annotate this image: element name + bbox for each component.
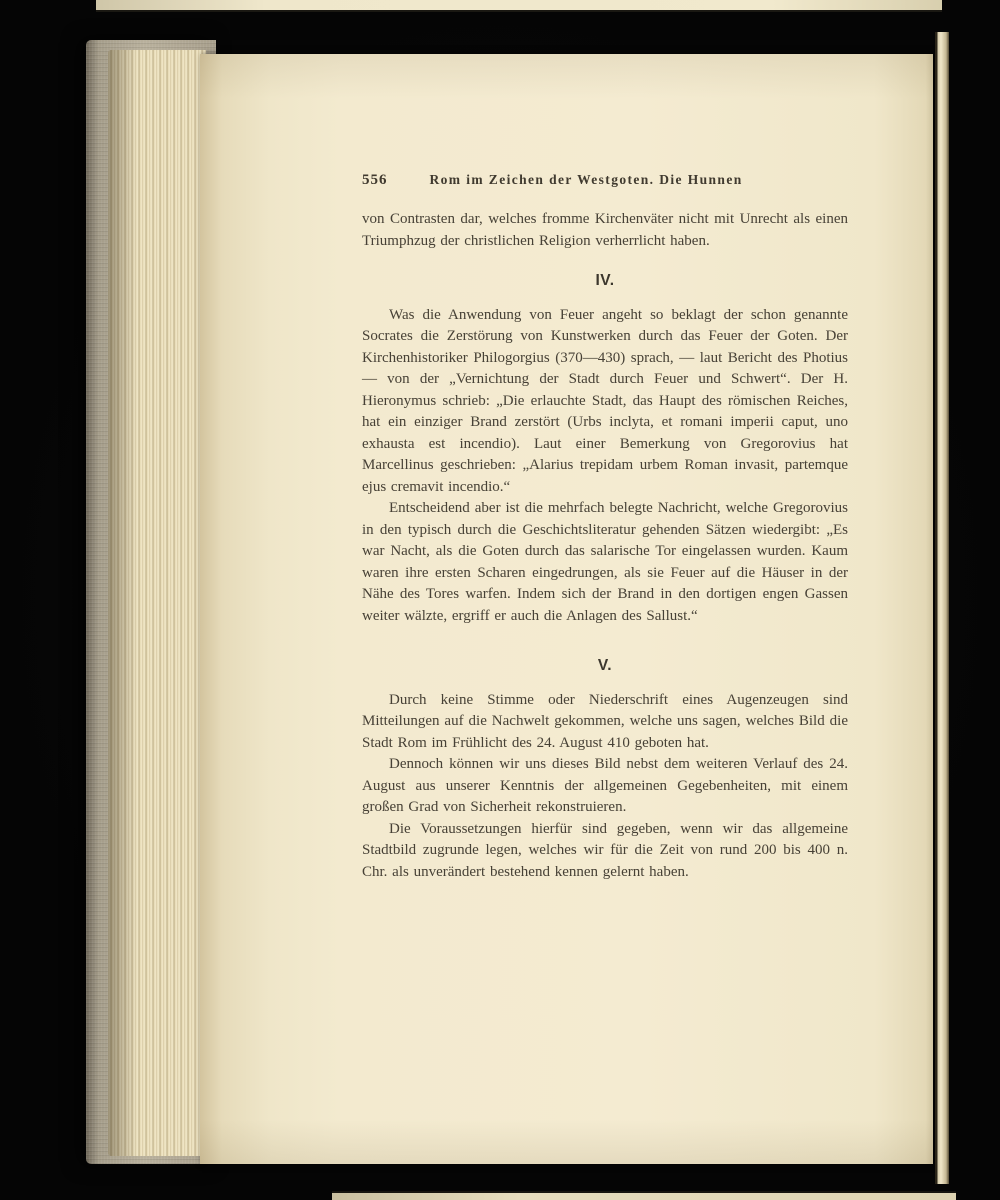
book-page (200, 54, 933, 1164)
page-number: 556 (362, 172, 388, 188)
adjacent-page-edge-bottom (332, 1191, 956, 1200)
stacked-page-edges (108, 50, 206, 1156)
page-header (362, 172, 848, 189)
paragraph-continuation: von Contrasten dar, welches fromme Kirchenväter nicht mit Unrecht als einen Triumphzug der christlichen Religion verherrlicht haben. (362, 211, 848, 249)
adjacent-page-edge-top (96, 0, 942, 12)
right-page-fore-edge (935, 32, 949, 1184)
paragraph: Entscheidend aber ist die mehrfach belegte Nachricht, welche Gregorovius in den typisch durch die Geschichtsliteratur gehenden Sätzen wiedergibt: „Es war Nacht, als die Goten durch das salarische Tor eingelassen wurden. Kaum waren ihre ersten Scharen eingedrungen, als sie Feuer auf die Häuser in der Nähe des Tores warfen. Indem sich der Brand in den dortigen engen Gassen weiter wälzte, ergriff er auch die Anlagen des Sallust.“ (362, 500, 848, 624)
page-body-text (362, 209, 848, 883)
section-heading-iv: IV. (595, 272, 615, 289)
paragraph: Was die Anwendung von Feuer angeht so beklagt der schon genannte Socrates die Zerstörung von Kunstwerken durch das Feuer der Goten. Der Kirchenhistoriker Philogorgius (370—430) sprach, — laut Bericht des Photius — von der „Vernichtung der Stadt durch Feuer und Schwert“. Der H. Hieronymus schrieb: „Die erlauchte Stadt, das Haupt des römischen Reiches, hat ein einziger Brand zerstört (Urbs inclyta, et romani imperii caput, uno exhausta est incendio). Laut einer Bemerkung von Gregorovius hat Marcellinus geschrieben: „Alarius trepidam urbem Roman invasit, partemque ejus cremavit incendio.“ (362, 306, 848, 495)
paragraph: Die Voraussetzungen hierfür sind gegeben, wenn wir das allgemeine Stadtbild zugrunde legen, welches wir für die Zeit von rund 200 bis 400 n. Chr. als unverändert bestehend kennen gelernt haben. (362, 820, 848, 880)
section-heading-v: V. (597, 657, 613, 674)
running-title: Rom im Zeichen der Westgoten. Die Hunnen (429, 172, 743, 187)
paragraph: Dennoch können wir uns dieses Bild nebst dem weiteren Verlauf des 24. August aus unserer Kenntnis der allgemeinen Gegebenheiten, mit einem großen Grad von Sicherheit rekonstruieren. (362, 756, 848, 815)
paragraph: Durch keine Stimme oder Niederschrift eines Augenzeugen sind Mitteilungen auf die Nachwelt gekommen, welche uns sagen, welches Bild die Stadt Rom im Frühlicht des 24. August 410 geboten hat. (362, 691, 848, 751)
